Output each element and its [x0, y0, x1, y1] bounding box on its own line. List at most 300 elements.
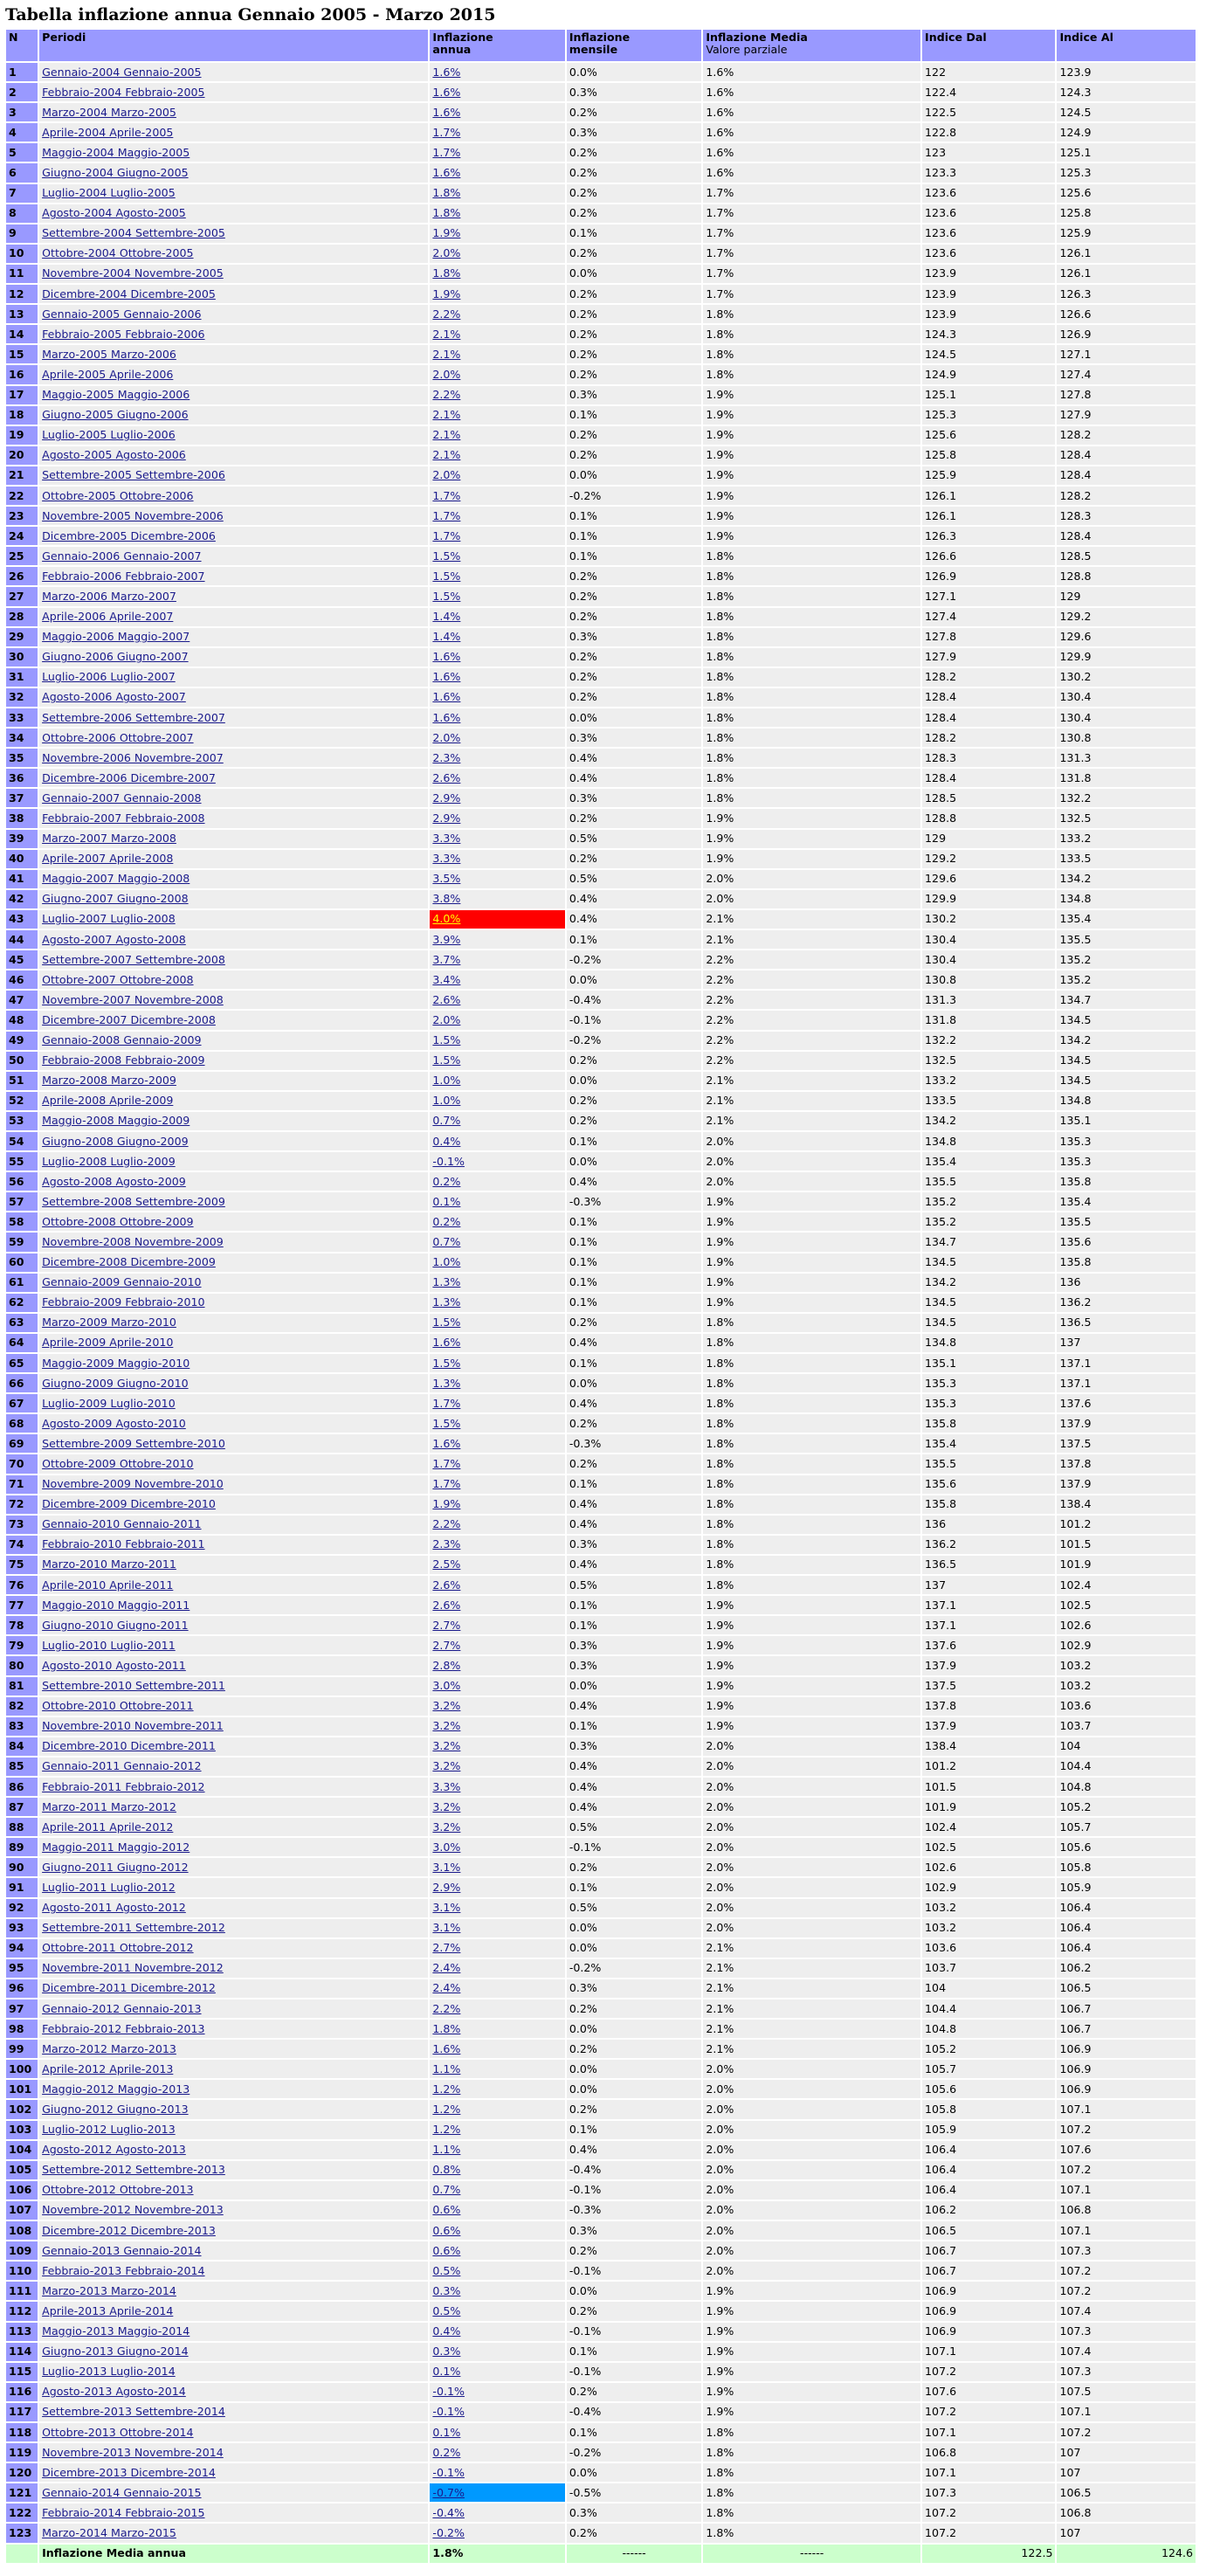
indice-al: 106.4 [1057, 1939, 1196, 1958]
period-link[interactable]: Aprile-2006 Aprile-2007 [42, 610, 174, 624]
period-link[interactable]: Luglio-2006 Luglio-2007 [42, 670, 176, 684]
inflazione-media: 2.0% [703, 2100, 920, 2118]
period-link[interactable]: Gennaio-2011 Gennaio-2012 [42, 1759, 202, 1773]
period-link[interactable]: Settembre-2006 Settembre-2007 [42, 710, 225, 724]
inflazione-annua-link[interactable]: 0.7% [432, 1234, 461, 1248]
inflazione-annua-link[interactable]: 0.6% [432, 2243, 461, 2257]
inflazione-annua-link[interactable]: 3.4% [432, 972, 461, 986]
period-link[interactable]: Luglio-2011 Luglio-2012 [42, 1880, 176, 1894]
inflazione-annua-link[interactable]: 1.7% [432, 528, 461, 542]
period-link[interactable]: Settembre-2004 Settembre-2005 [42, 226, 225, 240]
inflazione-annua-link[interactable]: 2.6% [432, 1578, 461, 1592]
row-number: 58 [6, 1212, 38, 1231]
inflazione-annua-link[interactable]: 2.0% [432, 468, 461, 482]
inflazione-annua-link[interactable]: 1.7% [432, 488, 461, 502]
table-row [6, 163, 1196, 182]
inflazione-annua-link[interactable]: 3.2% [432, 1799, 461, 1813]
period-link[interactable]: Settembre-2008 Settembre-2009 [42, 1194, 225, 1208]
inflazione-annua-link[interactable]: 0.4% [432, 1134, 461, 1148]
indice-al: 134.5 [1057, 1011, 1196, 1029]
indice-dal: 137.6 [922, 1636, 1055, 1654]
period-link[interactable]: Marzo-2004 Marzo-2005 [42, 105, 176, 119]
period-link[interactable]: Dicembre-2008 Dicembre-2009 [42, 1255, 216, 1269]
inflazione-media: 1.8% [703, 688, 920, 707]
period-link[interactable]: Ottobre-2005 Ottobre-2006 [42, 488, 194, 502]
inflazione-annua-link[interactable]: 2.3% [432, 1537, 461, 1551]
inflazione-annua-link[interactable]: 2.1% [432, 448, 461, 462]
inflazione-annua-link[interactable]: 2.9% [432, 811, 461, 825]
period-link[interactable]: Febbraio-2005 Febbraio-2006 [42, 327, 205, 341]
inflazione-annua-link[interactable]: 0.6% [432, 2223, 461, 2237]
period-link[interactable]: Dicembre-2009 Dicembre-2010 [42, 1497, 216, 1511]
indice-dal: 136 [922, 1516, 1055, 1534]
inflazione-annua-link[interactable]: 1.6% [432, 65, 461, 79]
period-link[interactable]: Agosto-2013 Agosto-2014 [42, 2385, 186, 2399]
inflazione-annua-link[interactable]: 1.8% [432, 206, 461, 220]
inflazione-annua-link[interactable]: 1.8% [432, 2021, 461, 2035]
inflazione-annua-link[interactable]: 2.4% [432, 1981, 461, 1995]
inflazione-annua-link[interactable]: 1.5% [432, 1356, 461, 1370]
inflazione-annua-link[interactable]: 1.5% [432, 1053, 461, 1067]
period-link[interactable]: Dicembre-2004 Dicembre-2005 [42, 287, 216, 300]
inflazione-annua-link[interactable]: -0.1% [432, 2385, 465, 2399]
inflazione-annua-link[interactable]: 2.7% [432, 1638, 461, 1652]
indice-dal: 128.4 [922, 769, 1055, 787]
inflazione-mensile: 0.4% [567, 1172, 701, 1191]
period-link[interactable]: Gennaio-2010 Gennaio-2011 [42, 1517, 202, 1531]
period-link[interactable]: Settembre-2013 Settembre-2014 [42, 2405, 225, 2419]
period-link[interactable]: Marzo-2011 Marzo-2012 [42, 1799, 176, 1813]
inflazione-annua-link[interactable]: 1.6% [432, 710, 461, 724]
inflazione-annua-link[interactable]: 1.6% [432, 105, 461, 119]
period-link[interactable]: Dicembre-2010 Dicembre-2011 [42, 1739, 216, 1753]
period-link[interactable]: Luglio-2009 Luglio-2010 [42, 1396, 176, 1410]
inflazione-annua-link[interactable]: 1.3% [432, 1275, 461, 1289]
period-link[interactable]: Dicembre-2007 Dicembre-2008 [42, 1012, 216, 1026]
inflazione-annua-link[interactable]: 2.0% [432, 367, 461, 381]
inflazione-annua-cell [430, 1052, 564, 1070]
period-link[interactable]: Novembre-2005 Novembre-2006 [42, 508, 224, 522]
period-link[interactable]: Luglio-2007 Luglio-2008 [42, 912, 176, 926]
inflazione-annua-link[interactable]: 0.4% [432, 2324, 461, 2338]
period-link[interactable]: Settembre-2007 Settembre-2008 [42, 952, 225, 966]
inflazione-annua-link[interactable]: 1.9% [432, 1497, 461, 1511]
inflazione-annua-link[interactable]: 2.0% [432, 246, 461, 260]
row-number: 109 [6, 2241, 38, 2260]
table-row [6, 2443, 1196, 2462]
period-link[interactable]: Dicembre-2013 Dicembre-2014 [42, 2465, 216, 2479]
inflazione-annua-link[interactable]: 1.6% [432, 670, 461, 684]
inflazione-annua-link[interactable]: 3.7% [432, 952, 461, 966]
inflazione-annua-link[interactable]: 1.1% [432, 2143, 461, 2157]
period-link[interactable]: Aprile-2010 Aprile-2011 [42, 1578, 174, 1592]
period-link[interactable]: Luglio-2004 Luglio-2005 [42, 186, 176, 200]
inflazione-annua-link[interactable]: 3.2% [432, 1759, 461, 1773]
inflazione-annua-link[interactable]: 1.7% [432, 1396, 461, 1410]
inflazione-annua-link[interactable]: 0.3% [432, 2345, 461, 2358]
inflazione-annua-link[interactable]: 4.0% [432, 912, 461, 926]
inflazione-annua-link[interactable]: 2.2% [432, 2001, 461, 2015]
period-link[interactable]: Giugno-2006 Giugno-2007 [42, 650, 189, 664]
inflazione-annua-link[interactable]: 0.3% [432, 2283, 461, 2297]
inflazione-annua-link[interactable]: 2.9% [432, 1880, 461, 1894]
inflazione-annua-link[interactable]: 1.0% [432, 1255, 461, 1269]
period-link[interactable]: Febbraio-2006 Febbraio-2007 [42, 569, 205, 583]
period-link[interactable]: Gennaio-2009 Gennaio-2010 [42, 1275, 202, 1289]
inflazione-annua-link[interactable]: -0.7% [432, 2485, 465, 2499]
period-link[interactable]: Ottobre-2008 Ottobre-2009 [42, 1214, 194, 1228]
inflazione-annua-link[interactable]: 2.6% [432, 1598, 461, 1612]
inflazione-annua-link[interactable]: 3.0% [432, 1679, 461, 1693]
inflazione-annua-link[interactable]: 3.3% [432, 852, 461, 866]
period-cell [39, 507, 428, 525]
period-link[interactable]: Settembre-2010 Settembre-2011 [42, 1679, 225, 1693]
inflazione-annua-link[interactable]: 3.9% [432, 932, 461, 946]
period-link[interactable]: Febbraio-2011 Febbraio-2012 [42, 1779, 205, 1793]
inflazione-annua-link[interactable]: 3.1% [432, 1921, 461, 1935]
inflazione-annua-link[interactable]: 1.6% [432, 650, 461, 664]
period-link[interactable]: Giugno-2005 Giugno-2006 [42, 408, 189, 422]
period-link[interactable]: Giugno-2009 Giugno-2010 [42, 1376, 189, 1390]
inflazione-annua-link[interactable]: 2.0% [432, 1012, 461, 1026]
inflazione-annua-link[interactable]: 3.8% [432, 892, 461, 906]
inflazione-annua-link[interactable]: 1.6% [432, 1436, 461, 1450]
table-row [6, 1414, 1196, 1433]
period-link[interactable]: Maggio-2008 Maggio-2009 [42, 1114, 190, 1128]
table-row [6, 2020, 1196, 2038]
indice-al: 134.8 [1057, 890, 1196, 908]
inflazione-annua-cell [430, 2423, 564, 2441]
period-link[interactable]: Luglio-2008 Luglio-2009 [42, 1154, 176, 1168]
inflazione-annua-link[interactable]: 1.2% [432, 2082, 461, 2096]
inflazione-annua-link[interactable]: 2.5% [432, 1557, 461, 1571]
period-link[interactable]: Maggio-2011 Maggio-2012 [42, 1840, 190, 1854]
period-link[interactable]: Giugno-2013 Giugno-2014 [42, 2345, 189, 2358]
inflazione-annua-link[interactable]: 2.8% [432, 1658, 461, 1672]
period-link[interactable]: Febbraio-2009 Febbraio-2010 [42, 1295, 205, 1309]
inflazione-annua-link[interactable]: 0.1% [432, 2365, 461, 2379]
period-cell [39, 2121, 428, 2139]
period-link[interactable]: Agosto-2009 Agosto-2010 [42, 1416, 186, 1430]
inflazione-annua-link[interactable]: 3.2% [432, 1719, 461, 1733]
period-link[interactable]: Marzo-2007 Marzo-2008 [42, 832, 176, 846]
inflazione-mensile: 0.1% [567, 406, 701, 425]
period-link[interactable]: Dicembre-2012 Dicembre-2013 [42, 2223, 216, 2237]
inflazione-annua-link[interactable]: 1.7% [432, 1457, 461, 1471]
period-link[interactable]: Febbraio-2004 Febbraio-2005 [42, 85, 205, 99]
inflazione-annua-link[interactable]: 1.7% [432, 1477, 461, 1491]
period-link[interactable]: Settembre-2012 Settembre-2013 [42, 2163, 225, 2177]
inflazione-annua-link[interactable]: 3.1% [432, 1860, 461, 1874]
period-link[interactable]: Dicembre-2005 Dicembre-2006 [42, 528, 216, 542]
inflazione-annua-link[interactable]: 1.6% [432, 1336, 461, 1350]
inflazione-mensile: 0.2% [567, 365, 701, 383]
inflazione-annua-link[interactable]: 1.6% [432, 2041, 461, 2055]
period-link[interactable]: Ottobre-2009 Ottobre-2010 [42, 1457, 194, 1471]
inflazione-mensile: 0.2% [567, 184, 701, 203]
inflazione-annua-link[interactable]: 3.0% [432, 1840, 461, 1854]
period-link[interactable]: Gennaio-2005 Gennaio-2006 [42, 307, 202, 321]
inflazione-mensile: 0.4% [567, 1516, 701, 1534]
inflazione-media: 1.9% [703, 1233, 920, 1251]
period-link[interactable]: Novembre-2010 Novembre-2011 [42, 1719, 224, 1733]
inflazione-annua-link[interactable]: -0.1% [432, 1154, 465, 1168]
inflazione-annua-link[interactable]: 2.2% [432, 307, 461, 321]
period-link[interactable]: Ottobre-2004 Ottobre-2005 [42, 246, 194, 260]
period-link[interactable]: Gennaio-2007 Gennaio-2008 [42, 791, 202, 805]
inflazione-annua-link[interactable]: 1.5% [432, 1316, 461, 1329]
period-link[interactable]: Settembre-2011 Settembre-2012 [42, 1921, 225, 1935]
inflazione-annua-link[interactable]: 1.4% [432, 630, 461, 644]
inflazione-annua-link[interactable]: 0.2% [432, 1174, 461, 1188]
inflazione-annua-link[interactable]: 1.9% [432, 287, 461, 300]
period-link[interactable]: Luglio-2012 Luglio-2013 [42, 2123, 176, 2137]
period-link[interactable]: Maggio-2006 Maggio-2007 [42, 630, 190, 644]
table-row [6, 830, 1196, 848]
period-link[interactable]: Gennaio-2013 Gennaio-2014 [42, 2243, 202, 2257]
inflazione-annua-link[interactable]: 2.4% [432, 1961, 461, 1975]
period-link[interactable]: Novembre-2007 Novembre-2008 [42, 992, 224, 1006]
period-link[interactable]: Gennaio-2014 Gennaio-2015 [42, 2485, 202, 2499]
inflazione-annua-link[interactable]: 3.2% [432, 1820, 461, 1834]
inflazione-annua-link[interactable]: 2.9% [432, 791, 461, 805]
inflazione-annua-link[interactable]: 1.6% [432, 166, 461, 180]
period-link[interactable]: Aprile-2005 Aprile-2006 [42, 367, 174, 381]
inflazione-annua-link[interactable]: 2.2% [432, 1517, 461, 1531]
period-link[interactable]: Novembre-2009 Novembre-2010 [42, 1477, 224, 1491]
inflazione-annua-link[interactable]: 0.5% [432, 2263, 461, 2277]
period-link[interactable]: Agosto-2011 Agosto-2012 [42, 1901, 186, 1915]
inflazione-annua-link[interactable]: 3.5% [432, 872, 461, 886]
inflazione-annua-link[interactable]: 1.5% [432, 549, 461, 563]
inflazione-annua-link[interactable]: 1.9% [432, 226, 461, 240]
inflazione-annua-link[interactable]: 1.5% [432, 1416, 461, 1430]
inflazione-annua-cell [430, 1979, 564, 1998]
period-link[interactable]: Aprile-2007 Aprile-2008 [42, 852, 174, 866]
inflazione-annua-link[interactable]: 1.7% [432, 508, 461, 522]
inflazione-annua-link[interactable]: 0.1% [432, 1194, 461, 1208]
inflazione-mensile: 0.4% [567, 1758, 701, 1776]
period-link[interactable]: Agosto-2004 Agosto-2005 [42, 206, 186, 220]
period-link[interactable]: Marzo-2009 Marzo-2010 [42, 1316, 176, 1329]
indice-dal: 106.9 [922, 2302, 1055, 2320]
inflazione-annua-link[interactable]: 0.5% [432, 2303, 461, 2317]
period-link[interactable]: Novembre-2011 Novembre-2012 [42, 1961, 224, 1975]
inflazione-annua-link[interactable]: 1.7% [432, 145, 461, 159]
period-link[interactable]: Agosto-2012 Agosto-2013 [42, 2143, 186, 2157]
row-number: 102 [6, 2100, 38, 2118]
period-link[interactable]: Febbraio-2010 Febbraio-2011 [42, 1537, 205, 1551]
period-link[interactable]: Febbraio-2007 Febbraio-2008 [42, 811, 205, 825]
period-link[interactable]: Maggio-2010 Maggio-2011 [42, 1598, 190, 1612]
period-link[interactable]: Gennaio-2012 Gennaio-2013 [42, 2001, 202, 2015]
period-link[interactable]: Ottobre-2012 Ottobre-2013 [42, 2183, 194, 2197]
period-link[interactable]: Maggio-2005 Maggio-2006 [42, 388, 190, 402]
period-link[interactable]: Giugno-2004 Giugno-2005 [42, 166, 189, 180]
inflazione-annua-link[interactable]: 3.1% [432, 1901, 461, 1915]
period-link[interactable]: Dicembre-2011 Dicembre-2012 [42, 1981, 216, 1995]
period-link[interactable]: Febbraio-2012 Febbraio-2013 [42, 2021, 205, 2035]
row-number: 93 [6, 1919, 38, 1937]
indice-al: 129.9 [1057, 648, 1196, 666]
inflazione-annua-link[interactable]: 2.1% [432, 408, 461, 422]
period-link[interactable]: Maggio-2012 Maggio-2013 [42, 2082, 190, 2096]
period-link[interactable]: Aprile-2009 Aprile-2010 [42, 1336, 174, 1350]
inflazione-annua-link[interactable]: 1.5% [432, 1033, 461, 1047]
indice-al: 135.4 [1057, 910, 1196, 929]
period-link[interactable]: Marzo-2005 Marzo-2006 [42, 347, 176, 361]
row-number: 78 [6, 1616, 38, 1634]
inflazione-annua-link[interactable]: 3.2% [432, 1739, 461, 1753]
inflazione-annua-link[interactable]: 2.3% [432, 750, 461, 764]
inflazione-annua-link[interactable]: 3.3% [432, 1779, 461, 1793]
period-link[interactable]: Ottobre-2011 Ottobre-2012 [42, 1941, 194, 1955]
indice-dal: 128.4 [922, 688, 1055, 707]
period-link[interactable]: Gennaio-2004 Gennaio-2005 [42, 65, 202, 79]
period-link[interactable]: Maggio-2009 Maggio-2010 [42, 1356, 190, 1370]
period-link[interactable]: Gennaio-2006 Gennaio-2007 [42, 549, 202, 563]
period-link[interactable]: Dicembre-2006 Dicembre-2007 [42, 770, 216, 784]
inflazione-media: 2.0% [703, 2080, 920, 2098]
inflazione-media: 1.8% [703, 2443, 920, 2462]
table-row [6, 2201, 1196, 2220]
inflazione-annua-link[interactable]: 2.2% [432, 388, 461, 402]
inflazione-annua-link[interactable]: 0.2% [432, 1214, 461, 1228]
inflazione-annua-link[interactable]: 2.7% [432, 1941, 461, 1955]
inflazione-annua-link[interactable]: 2.0% [432, 730, 461, 744]
inflazione-annua-link[interactable]: 0.7% [432, 2183, 461, 2197]
period-link[interactable]: Febbraio-2014 Febbraio-2015 [42, 2505, 205, 2519]
period-link[interactable]: Giugno-2012 Giugno-2013 [42, 2103, 189, 2117]
inflazione-annua-link[interactable]: 1.6% [432, 85, 461, 99]
period-link[interactable]: Agosto-2008 Agosto-2009 [42, 1174, 186, 1188]
period-link[interactable]: Gennaio-2008 Gennaio-2009 [42, 1033, 202, 1047]
period-link[interactable]: Marzo-2008 Marzo-2009 [42, 1074, 176, 1088]
period-link[interactable]: Giugno-2011 Giugno-2012 [42, 1860, 189, 1874]
row-number: 117 [6, 2403, 38, 2421]
inflazione-annua-link[interactable]: 1.4% [432, 610, 461, 624]
period-link[interactable]: Ottobre-2013 Ottobre-2014 [42, 2425, 194, 2439]
period-link[interactable]: Aprile-2013 Aprile-2014 [42, 2303, 174, 2317]
period-link[interactable]: Agosto-2006 Agosto-2007 [42, 690, 186, 704]
inflazione-annua-link[interactable]: 1.5% [432, 589, 461, 603]
inflazione-annua-link[interactable]: 1.3% [432, 1376, 461, 1390]
period-link[interactable]: Luglio-2013 Luglio-2014 [42, 2365, 176, 2379]
period-link[interactable]: Febbraio-2008 Febbraio-2009 [42, 1053, 205, 1067]
period-link[interactable]: Settembre-2005 Settembre-2006 [42, 468, 225, 482]
period-link[interactable]: Maggio-2007 Maggio-2008 [42, 872, 190, 886]
period-link[interactable]: Novembre-2008 Novembre-2009 [42, 1234, 224, 1248]
inflazione-annua-link[interactable]: -0.4% [432, 2505, 465, 2519]
inflazione-annua-cell [430, 1374, 564, 1392]
period-link[interactable]: Ottobre-2006 Ottobre-2007 [42, 730, 194, 744]
period-link[interactable]: Agosto-2005 Agosto-2006 [42, 448, 186, 462]
inflazione-annua-link[interactable]: -0.1% [432, 2465, 465, 2479]
period-link[interactable]: Ottobre-2010 Ottobre-2011 [42, 1699, 194, 1713]
inflazione-annua-link[interactable]: 3.3% [432, 832, 461, 846]
inflazione-mensile: 0.2% [567, 688, 701, 707]
period-cell [39, 1556, 428, 1574]
inflazione-annua-link[interactable]: 1.5% [432, 569, 461, 583]
inflazione-media: 2.0% [703, 2161, 920, 2179]
indice-al: 137.9 [1057, 1414, 1196, 1433]
inflazione-annua-link[interactable]: 1.8% [432, 186, 461, 200]
row-number: 76 [6, 1576, 38, 1594]
period-link[interactable]: Agosto-2010 Agosto-2011 [42, 1658, 186, 1672]
table-row [6, 950, 1196, 969]
inflazione-annua-link[interactable]: 1.7% [432, 125, 461, 139]
period-link[interactable]: Luglio-2010 Luglio-2011 [42, 1638, 176, 1652]
period-link[interactable]: Luglio-2005 Luglio-2006 [42, 428, 176, 442]
inflazione-annua-link[interactable]: 2.1% [432, 428, 461, 442]
inflazione-annua-link[interactable]: 2.1% [432, 347, 461, 361]
inflazione-annua-link[interactable]: 1.1% [432, 2061, 461, 2075]
inflazione-media: 1.8% [703, 567, 920, 585]
inflazione-annua-link[interactable]: 0.7% [432, 1114, 461, 1128]
inflazione-annua-link[interactable]: 0.1% [432, 2425, 461, 2439]
period-link[interactable]: Marzo-2010 Marzo-2011 [42, 1557, 176, 1571]
inflazione-annua-link[interactable]: 3.2% [432, 1699, 461, 1713]
inflazione-annua-link[interactable]: 1.3% [432, 1295, 461, 1309]
inflazione-annua-link[interactable]: 0.8% [432, 2163, 461, 2177]
inflazione-annua-link[interactable]: 0.2% [432, 2445, 461, 2459]
period-link[interactable]: Novembre-2004 Novembre-2005 [42, 266, 224, 280]
inflazione-annua-link[interactable]: 1.6% [432, 690, 461, 704]
period-link[interactable]: Novembre-2012 Novembre-2013 [42, 2203, 224, 2217]
period-link[interactable]: Aprile-2011 Aprile-2012 [42, 1820, 174, 1834]
inflazione-annua-link[interactable]: -0.1% [432, 2405, 465, 2419]
period-link[interactable]: Aprile-2012 Aprile-2013 [42, 2061, 174, 2075]
inflazione-annua-link[interactable]: 1.0% [432, 1094, 461, 1108]
period-link[interactable]: Settembre-2009 Settembre-2010 [42, 1436, 225, 1450]
period-link[interactable]: Novembre-2006 Novembre-2007 [42, 750, 224, 764]
inflazione-annua-link[interactable]: 1.0% [432, 1074, 461, 1088]
period-link[interactable]: Novembre-2013 Novembre-2014 [42, 2445, 224, 2459]
period-link[interactable]: Febbraio-2013 Febbraio-2014 [42, 2263, 205, 2277]
inflazione-media: 2.1% [703, 1939, 920, 1958]
period-link[interactable]: Marzo-2012 Marzo-2013 [42, 2041, 176, 2055]
inflazione-annua-link[interactable]: 2.6% [432, 770, 461, 784]
inflazione-annua-link[interactable]: -0.2% [432, 2525, 465, 2539]
table-row [6, 1858, 1196, 1876]
period-link[interactable]: Giugno-2007 Giugno-2008 [42, 892, 189, 906]
period-link[interactable]: Maggio-2004 Maggio-2005 [42, 145, 190, 159]
period-link[interactable]: Aprile-2008 Aprile-2009 [42, 1094, 174, 1108]
inflazione-annua-link[interactable]: 1.2% [432, 2123, 461, 2137]
period-link[interactable]: Giugno-2008 Giugno-2009 [42, 1134, 189, 1148]
inflazione-media: 2.1% [703, 1999, 920, 2018]
period-link[interactable]: Aprile-2004 Aprile-2005 [42, 125, 174, 139]
inflazione-annua-link[interactable]: 2.7% [432, 1618, 461, 1632]
period-link[interactable]: Marzo-2013 Marzo-2014 [42, 2283, 176, 2297]
period-link[interactable]: Marzo-2006 Marzo-2007 [42, 589, 176, 603]
inflazione-annua-link[interactable]: 2.1% [432, 327, 461, 341]
table-row [6, 1979, 1196, 1998]
period-link[interactable]: Agosto-2007 Agosto-2008 [42, 932, 186, 946]
indice-al: 102.9 [1057, 1636, 1196, 1654]
period-link[interactable]: Giugno-2010 Giugno-2011 [42, 1618, 189, 1632]
inflazione-annua-cell [430, 1636, 564, 1654]
inflazione-annua-link[interactable]: 0.6% [432, 2203, 461, 2217]
indice-al: 101.5 [1057, 1536, 1196, 1554]
period-link[interactable]: Ottobre-2007 Ottobre-2008 [42, 972, 194, 986]
inflazione-annua-link[interactable]: 1.8% [432, 266, 461, 280]
period-link[interactable]: Maggio-2013 Maggio-2014 [42, 2324, 190, 2338]
inflazione-annua-cell [430, 789, 564, 807]
inflazione-annua-link[interactable]: 2.6% [432, 992, 461, 1006]
inflazione-annua-link[interactable]: 1.2% [432, 2103, 461, 2117]
period-link[interactable]: Marzo-2014 Marzo-2015 [42, 2525, 176, 2539]
